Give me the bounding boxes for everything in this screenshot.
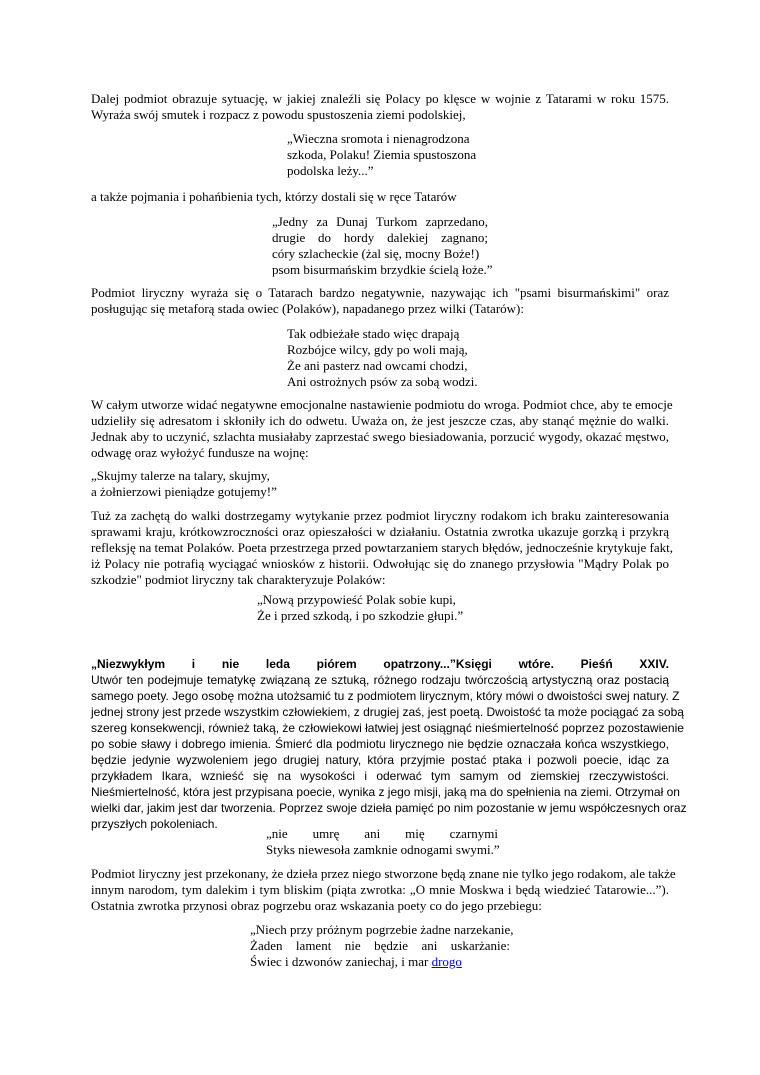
text-line: Wyraża swój smutek i rozpacz z powodu spustoszenia ziemi podolskiej,	[91, 107, 466, 122]
text-line: Podmiot liryczny jest przekonany, że dzieła przez niego stworzone będą znane nie tylko jego rodakom, ale także	[91, 866, 676, 881]
text-line: samego poety. Jego osobę można utożsamić tu z podmiotem lirycznym, który mówi o dwoistości swej natury. Z	[91, 689, 680, 703]
paragraph-pojmanie	[91, 189, 669, 205]
paragraph-emocje	[91, 397, 673, 461]
quote-line: Żaden lament nie będzie ani uskarżanie:	[250, 938, 510, 953]
text-line: W całym utworze widać negatywne emocjonalne nastawienie podmiotu do wroga. Podmiot chce, aby te emocje	[91, 397, 673, 412]
quote-line: „nie umrę ani mię czarnymi	[266, 826, 498, 841]
paragraph-madry-polak	[91, 508, 673, 588]
quote-line: „Nową przypowieść Polak sobie kupi,	[257, 592, 456, 607]
text-line: refleksję na temat Polaków. Poeta przestrzega przed powtarzaniem starych błędów, jednocześnie krytykuje fakt,	[91, 540, 673, 555]
text-line: Dalej podmiot obrazuje sytuację, w jakiej znaleźli się Polacy po klęsce w wojnie z Tatarami w roku 1575.	[91, 91, 669, 106]
paragraph-podole	[91, 91, 669, 123]
text-line: Ostatnia zwrotka przynosi obraz pogrzebu oraz wskazania poety co do jego przebiegu:	[91, 898, 542, 913]
quote-jedny-za-dunaj	[272, 214, 493, 278]
text-line: szkodzie" podmiot liryczny tak charakteryzuje Polaków:	[91, 572, 386, 587]
text-line: a także pojmania i pohańbienia tych, którzy dostali się w ręce Tatarów	[91, 189, 457, 204]
quote-line: Że i przed szkodą, i po szkodzie głupi.”	[257, 608, 464, 623]
text-line: posługując się metaforą stada owiec (Polaków), napadanego przez wilki (Tatarów):	[91, 301, 524, 316]
paragraph-slawa-poety	[91, 866, 676, 914]
quote-line: Że ani pasterz nad owcami chodzi,	[287, 358, 468, 373]
text-line: sprawami kraju, krótkowzroczności oraz opieszałości w działaniu. Ostatnia zwrotka ukazuje gorzką i przykrą	[91, 524, 669, 539]
text-line: szereg konsekwencji, również taką, że człowiekowi łatwiej jest osiągnąć nieśmiertelność poprzez pozostawienie	[91, 721, 684, 735]
quote-line: „Skujmy talerze na talary, skujmy,	[91, 468, 270, 483]
text-line: odwagę oraz wyłożyć fundusze na wojnę:	[91, 445, 309, 460]
text-line: udzieliły się adresatom i skłoniły ich do odwetu. Uważa on, że jest jeszcze czas, aby stanąć mężnie do walki.	[91, 413, 669, 428]
quote-line: Styks niewesoła zamknie odnogami swymi.”	[266, 842, 500, 857]
paragraph-tatarzy	[91, 285, 669, 317]
section-piesn-xxiv	[91, 656, 687, 832]
drogo-link[interactable]: drogo	[431, 954, 462, 969]
quote-line: córy szlacheckie (żal się, mocny Boże!)	[272, 246, 480, 261]
quote-line: Ani ostrożnych psów za sobą wodzi.	[287, 374, 478, 389]
section-heading: „Niezwykłym i nie leda piórem opatrzony...”Księgi wtóre. Pieśń XXIV.	[91, 657, 669, 671]
text-line: Jednak aby to uczynić, szlachta musiałaby zaprzestać swego biesiadowania, porzucić wygody, okazać męstwo,	[91, 429, 669, 444]
quote-line: a żołnierzowi pieniądze gotujemy!”	[91, 484, 277, 499]
text-line: innym narodom, tym dalekim i tym bliskim (piąta zwrotka: „O mnie Moskwa i będą wiedzieć Tatarowie...”).	[91, 882, 669, 897]
quote-line-text: Świec i dzwonów zaniechaj, i mar	[250, 954, 432, 969]
text-line: Utwór ten podejmuje tematykę związaną ze sztuką, różnego rodzaju twórczością artystyczną oraz postacią	[91, 673, 669, 687]
quote-line: drugie do hordy dalekiej zagnano;	[272, 230, 488, 245]
text-line: wielki dar, jakim jest dar tworzenia. Poprzez swoje dzieła pamięć po nim pozostanie w jemu współczesnych oraz	[91, 801, 687, 815]
text-line: iż Polacy nie potrafią wyciągać wniosków z historii. Odwołując się do znanego przysłowia "Mądry Polak po	[91, 556, 669, 571]
quote-line: „Niech przy próżnym pogrzebie żadne narzekanie,	[250, 922, 514, 937]
quote-line: „Jedny za Dunaj Turkom zaprzedano,	[272, 214, 488, 229]
text-line: po sobie sławy i dobrego imienia. Śmierć dla podmiotu lirycznego nie będzie oznaczała końca wszystkiego,	[91, 737, 669, 751]
quote-skujmy-talerze	[91, 468, 277, 500]
quote-line: Tak odbieżałe stado więc drapają	[287, 326, 460, 341]
quote-tak-odbiezale-stado	[287, 326, 478, 390]
quote-line	[250, 954, 510, 970]
quote-line: „Wieczna sromota i nienagrodzona	[287, 131, 470, 146]
quote-line: szkoda, Polaku! Ziemia spustoszona	[287, 147, 477, 162]
quote-line: podolska leży...”	[287, 163, 374, 178]
quote-nie-umre	[266, 826, 498, 858]
quote-wieczna-sromota	[287, 131, 476, 179]
text-line: jednej strony jest przede wszystkim człowiekiem, z drugiej zaś, jest poetą. Dwoistość ta może pociągać za sobą	[91, 705, 684, 719]
text-line: będzie jedynie wyzwoleniem jego drugiej natury, która przyjmie postać ptaka i pozwoli poecie, idąc za	[91, 753, 669, 767]
quote-nowa-przypowiesc	[257, 592, 463, 624]
quote-niech-przy-proznym	[250, 922, 514, 970]
text-line: przykładem Ikara, wznieść się na wysokości i oderwać tym samym od ziemskiej rzeczywistości.	[91, 769, 669, 783]
text-line: Nieśmiertelność, która jest przypisana poecie, wynika z jego misji, jaką ma do spełnienia na ziemi. Otrzymał on	[91, 785, 680, 799]
text-line: przyszłych pokoleniach.	[91, 817, 218, 831]
text-line: Tuż za zachętą do walki dostrzegamy wytykanie przez podmiot liryczny rodakom ich braku zainteresowania	[91, 508, 669, 523]
text-line: Podmiot liryczny wyraża się o Tatarach bardzo negatywnie, nazywając ich "psami bisurmańskimi" oraz	[91, 285, 669, 300]
quote-line: psom bisurmańskim brzydkie ścielą łoże.”	[272, 262, 493, 277]
quote-line: Rozbójce wilcy, gdy po woli mają,	[287, 342, 468, 357]
